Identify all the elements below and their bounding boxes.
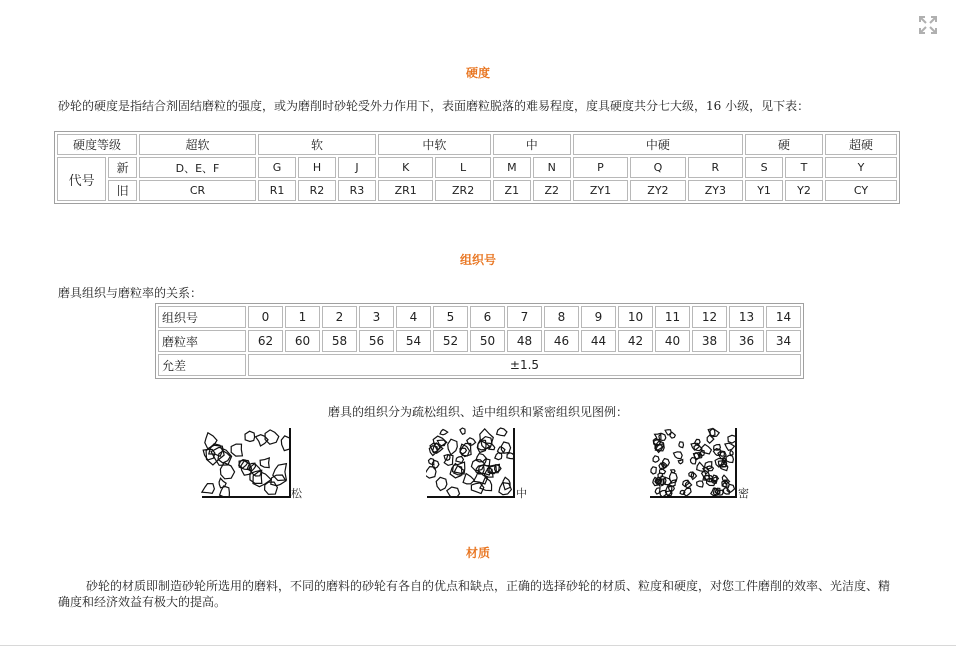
expand-icon[interactable] [918, 15, 938, 35]
grain-rate-cell: 50 [470, 330, 505, 352]
old-label-cell: 旧 [108, 180, 137, 201]
tolerance-row [158, 354, 801, 376]
grain-outline [697, 481, 704, 487]
grain-rate-cell: 44 [581, 330, 616, 352]
grain-outline [426, 467, 436, 479]
old-code-cell: ZR1 [378, 180, 433, 201]
grain-rate-cell: 40 [655, 330, 690, 352]
grain-outline [211, 447, 232, 465]
dense-structure-image [649, 427, 737, 498]
structure-number-cell: 10 [618, 306, 653, 328]
grain-outline [265, 430, 279, 444]
tolerance-value: ±1.5 [248, 354, 801, 376]
grain-outline [702, 444, 712, 454]
old-code-cell: R2 [298, 180, 336, 201]
new-code-cell: R [688, 157, 743, 178]
new-code-cell: G [258, 157, 296, 178]
old-code-cell: R3 [338, 180, 376, 201]
new-code-cell: K [378, 157, 433, 178]
material-description: 砂轮的材质即制造砂轮所选用的磨料，不同的磨料的砂轮有各自的优点和缺点，正确的选择砂轮的材质、粒度和硬度，对您工件磨削的效率、光洁度、精确度和经济效益有极大的提高。 [58, 579, 891, 609]
grain-rate-cell: 58 [322, 330, 357, 352]
structure-number-cell: 7 [507, 306, 542, 328]
grain-rate-cell: 46 [544, 330, 579, 352]
old-code-cell: Z2 [533, 180, 571, 201]
grain-outline [730, 450, 733, 455]
grade-row [57, 134, 897, 155]
grain-rate-row [158, 330, 801, 352]
medium-structure-image [426, 427, 515, 498]
grain-outline [665, 430, 671, 435]
loose-structure-image [201, 427, 291, 498]
structure-number-cell: 8 [544, 306, 579, 328]
grain-rate-cell: 54 [396, 330, 431, 352]
new-label-cell: 新 [108, 157, 137, 178]
structure-number-cell: 11 [655, 306, 690, 328]
grain-rate-cell: 42 [618, 330, 653, 352]
structure-number-cell: 5 [433, 306, 468, 328]
new-code-cell: N [533, 157, 571, 178]
structure-number-cell: 9 [581, 306, 616, 328]
grain-outline [695, 439, 701, 445]
grain-outline [697, 462, 705, 471]
grain-rate-cell: 34 [766, 330, 801, 352]
grain-outline [460, 428, 465, 434]
grain-outline [659, 433, 666, 440]
bottom-divider [0, 645, 956, 646]
grain-outline [678, 460, 683, 464]
old-code-cell: ZY1 [573, 180, 628, 201]
hardness-header-cell: 硬度等级 [57, 134, 137, 155]
tolerance-label: 允差 [158, 354, 246, 376]
old-code-cell: Y1 [745, 180, 783, 201]
hardness-description: 砂轮的硬度是指结合剂固结磨粒的强度，或为磨削时砂轮受外力作用下，表面磨粒脱落的难易程度，度具硬度共分七大级，16 小级，见下表： [58, 99, 810, 113]
grade-cell: 中 [493, 134, 571, 155]
structure-number-cell: 6 [470, 306, 505, 328]
new-code-cell: J [338, 157, 376, 178]
structure-description: 磨具组织与磨粒率的关系： [58, 286, 203, 300]
structure-table [155, 303, 804, 379]
old-code-cell: ZY3 [688, 180, 743, 201]
grain-outline [725, 443, 735, 450]
grain-rate-cell: 52 [433, 330, 468, 352]
new-code-row [57, 157, 897, 178]
new-code-cell: Y [825, 157, 897, 178]
new-code-cell: L [435, 157, 490, 178]
structure-heading: 组织号 [459, 253, 496, 267]
grade-cell: 超软 [139, 134, 256, 155]
hardness-heading: 硬度 [465, 66, 490, 80]
grain-outline [456, 457, 464, 463]
grade-cell: 中软 [378, 134, 491, 155]
old-code-cell: Z1 [493, 180, 531, 201]
new-code-cell: M [493, 157, 531, 178]
grain-rate-cell: 62 [248, 330, 283, 352]
hardness-table [54, 131, 900, 204]
dense-structure-label: 密 [738, 487, 749, 500]
new-code-cell: T [785, 157, 823, 178]
grain-outline [219, 478, 226, 488]
material-heading: 材质 [465, 546, 490, 560]
new-code-cell: Q [630, 157, 685, 178]
grain-rate-cell: 48 [507, 330, 542, 352]
structure-number-label: 组织号 [158, 306, 246, 328]
structure-number-row [158, 306, 801, 328]
medium-structure-label: 中 [516, 487, 527, 500]
grain-outline [705, 462, 712, 469]
grain-outline [726, 455, 733, 462]
old-code-cell: R1 [258, 180, 296, 201]
grain-outline [690, 458, 696, 464]
old-code-cell: CY [825, 180, 897, 201]
old-code-row [57, 180, 897, 201]
new-code-cell: S [745, 157, 783, 178]
structure-number-cell: 12 [692, 306, 727, 328]
structure-number-cell: 14 [766, 306, 801, 328]
new-code-cell: H [298, 157, 336, 178]
grain-outline [440, 430, 448, 435]
grain-outline [436, 477, 447, 490]
grade-cell: 硬 [745, 134, 823, 155]
grain-rate-cell: 56 [359, 330, 394, 352]
grain-outline [463, 474, 474, 484]
grade-cell: 超硬 [825, 134, 897, 155]
structure-number-cell: 1 [285, 306, 320, 328]
structure-caption: 磨具的组织分为疏松组织、适中组织和紧密组织见图例： [327, 405, 628, 419]
grain-rate-cell: 36 [729, 330, 764, 352]
grade-cell: 中硬 [573, 134, 743, 155]
structure-number-cell: 4 [396, 306, 431, 328]
grain-outline [653, 456, 659, 462]
grain-outline [202, 484, 215, 494]
structure-number-cell: 0 [248, 306, 283, 328]
old-code-cell: Y2 [785, 180, 823, 201]
code-label-cell: 代号 [57, 157, 106, 201]
new-code-cell: D、E、F [139, 157, 256, 178]
old-code-cell: ZY2 [630, 180, 685, 201]
grain-rate-cell: 60 [285, 330, 320, 352]
grain-outline [497, 428, 507, 436]
old-code-cell: ZR2 [435, 180, 490, 201]
grain-outline [231, 444, 242, 456]
grain-outline [679, 442, 684, 448]
grain-rate-cell: 38 [692, 330, 727, 352]
grain-outline [651, 467, 656, 474]
grain-outline [674, 452, 683, 459]
grain-outline [727, 484, 735, 492]
grain-outline [720, 452, 724, 456]
structure-number-cell: 3 [359, 306, 394, 328]
loose-structure-label: 松 [291, 487, 302, 500]
grain-outline [260, 458, 269, 468]
grain-outline [245, 431, 255, 441]
grain-outline [448, 439, 458, 455]
structure-number-cell: 13 [729, 306, 764, 328]
grain-rate-label: 磨粒率 [158, 330, 246, 352]
new-code-cell: P [573, 157, 628, 178]
grain-outline [655, 488, 660, 494]
grain-outline [471, 483, 483, 494]
old-code-cell: CR [139, 180, 256, 201]
grade-cell: 软 [258, 134, 376, 155]
structure-number-cell: 2 [322, 306, 357, 328]
